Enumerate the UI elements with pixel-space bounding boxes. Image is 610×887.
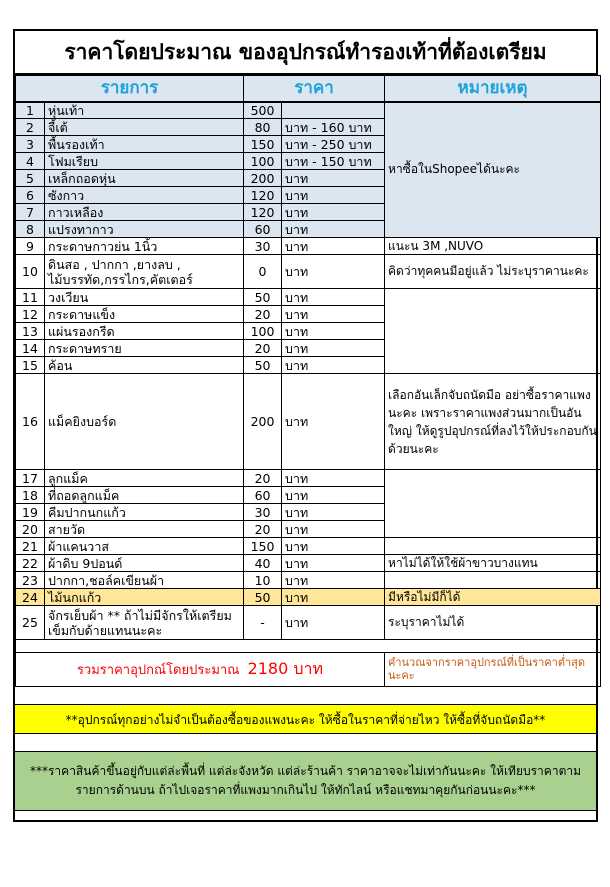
item-price: 20 — [244, 306, 282, 323]
item-note — [385, 572, 601, 589]
item-unit: บาท — [282, 521, 385, 538]
table-row — [16, 374, 601, 470]
item-note: ระบุราคาไม่ได้ — [385, 606, 601, 640]
item-price: 50 — [244, 589, 282, 606]
table-row — [16, 238, 601, 255]
item-price: 200 — [244, 170, 282, 187]
item-price: 120 — [244, 204, 282, 221]
item-name: กาวเหลือง — [45, 204, 244, 221]
item-name: ลูกแม็ค — [45, 470, 244, 487]
row-number: 22 — [16, 555, 45, 572]
item-price: 60 — [244, 221, 282, 238]
item-price: - — [244, 606, 282, 640]
item-name: ผ้าแคนวาส — [45, 538, 244, 555]
item-note: หาซื้อในShopeeได้นะคะ — [385, 102, 601, 238]
item-unit — [282, 102, 385, 119]
item-price: 50 — [244, 289, 282, 306]
spacer — [15, 687, 596, 704]
item-price: 150 — [244, 538, 282, 555]
yellow-banner: **อุปกรณ์ทุกอย่างไม่จำเป็นต้องซื้อของแพงนะคะ ให้ซื้อในราคาที่จ่ายไหว ให้ซื้อที่จับถนัดมือ** — [15, 704, 596, 734]
item-name: จักรเย็บผ้า ** ถ้าไม่มีจักรให้เตรียมเข็มกับด้ายแทนนะคะ — [45, 606, 244, 640]
item-unit: บาท — [282, 170, 385, 187]
item-name: แม็คยิงบอร์ด — [45, 374, 244, 470]
table-row — [16, 289, 601, 306]
item-note — [385, 289, 601, 374]
item-unit: บาท — [282, 340, 385, 357]
item-price: 100 — [244, 323, 282, 340]
item-note: เลือกอันเล็กจับถนัดมือ อย่าซื้อราคาแพงนะคะ เพราะราคาแพงส่วนมากเป็นอันใหญ่ ให้ดูรูปอุปกรณ์ที่ลงไว้ให้ประกอบกันด้วยนะคะ — [385, 374, 601, 470]
table-header-row — [16, 76, 601, 102]
item-name: สายวัด — [45, 521, 244, 538]
item-price: 200 — [244, 374, 282, 470]
row-number: 6 — [16, 187, 45, 204]
item-name: เหล็กถอดหุ่น — [45, 170, 244, 187]
summary-label-cell — [16, 652, 385, 686]
table-row — [16, 555, 601, 572]
item-name: แปรงทากาว — [45, 221, 244, 238]
item-price: 20 — [244, 340, 282, 357]
row-number: 18 — [16, 487, 45, 504]
row-number: 1 — [16, 102, 45, 119]
item-unit: บาท — [282, 255, 385, 289]
item-name: ไม้นกแก้ว — [45, 589, 244, 606]
item-price: 0 — [244, 255, 282, 289]
summary-row — [16, 652, 601, 686]
item-price: 150 — [244, 136, 282, 153]
row-number: 16 — [16, 374, 45, 470]
summary-label: รวมราคาอุปกณ์โดยประมาณ — [76, 662, 240, 678]
item-unit: บาท - 150 บาท — [282, 153, 385, 170]
item-price: 50 — [244, 357, 282, 374]
item-unit: บาท — [282, 221, 385, 238]
item-price: 500 — [244, 102, 282, 119]
item-unit: บาท - 160 บาท — [282, 119, 385, 136]
item-note: คิดว่าทุคคนมีอยู่แล้ว ไม่ระบุราคานะคะ — [385, 255, 601, 289]
bottom-pad — [15, 810, 596, 820]
item-price: 100 — [244, 153, 282, 170]
item-price: 20 — [244, 470, 282, 487]
table-row — [16, 589, 601, 606]
row-number: 21 — [16, 538, 45, 555]
row-number: 25 — [16, 606, 45, 640]
item-name: คีมปากนกแก้ว — [45, 504, 244, 521]
item-name: กระดาษกาวย่น 1นิ้ว — [45, 238, 244, 255]
item-name: แผ่นรองกรีด — [45, 323, 244, 340]
row-number: 15 — [16, 357, 45, 374]
summary-note: คำนวณจากราคาอุปกรณ์ที่เป็นราคาต่ำสุดนะคะ — [385, 652, 601, 686]
row-number: 24 — [16, 589, 45, 606]
summary-table — [15, 640, 601, 687]
item-note: หาไม่ได้ให้ใช้ผ้าขาวบางแทน — [385, 555, 601, 572]
item-name: ที่ถอดลูกแม็ค — [45, 487, 244, 504]
item-unit: บาท — [282, 204, 385, 221]
item-price: 80 — [244, 119, 282, 136]
item-name: ค้อน — [45, 357, 244, 374]
row-number: 20 — [16, 521, 45, 538]
spacer — [15, 734, 596, 751]
item-unit: บาท — [282, 357, 385, 374]
item-unit: บาท - 250 บาท — [282, 136, 385, 153]
item-unit: บาท — [282, 555, 385, 572]
item-unit: บาท — [282, 589, 385, 606]
row-number: 17 — [16, 470, 45, 487]
item-price: 10 — [244, 572, 282, 589]
item-price: 20 — [244, 521, 282, 538]
table-row — [16, 606, 601, 640]
item-note — [385, 538, 601, 555]
item-price: 30 — [244, 504, 282, 521]
row-number: 8 — [16, 221, 45, 238]
row-number: 4 — [16, 153, 45, 170]
item-note: แนะน 3M ,NUVO — [385, 238, 601, 255]
item-name: กระดาษทราย — [45, 340, 244, 357]
green-banner: ***ราคาสินค้าขึ้นอยู่กับแต่ล่ะพื้นที่ แต่ล่ะจังหวัด แต่ล่ะร้านค้า ราคาอาจจะไม่เท่ากันนะคะ ให้เทียบราคาตามรายการด้านบน ถ้าไปเจอราคาที่แพงมากเกินไป ให้ทักไลน์ หรือแชทมาคุยกันก่อนนะคะ*** — [15, 751, 596, 810]
row-number: 14 — [16, 340, 45, 357]
item-note — [385, 470, 601, 538]
row-number: 13 — [16, 323, 45, 340]
item-price: 40 — [244, 555, 282, 572]
price-sheet — [13, 29, 598, 822]
item-name: ผ้าดิบ 9ปอนด์ — [45, 555, 244, 572]
item-name: วงเวียน — [45, 289, 244, 306]
table-row — [16, 470, 601, 487]
row-number: 5 — [16, 170, 45, 187]
item-unit: บาท — [282, 487, 385, 504]
item-name: พื้นรองเท้า — [45, 136, 244, 153]
item-unit: บาท — [282, 323, 385, 340]
row-number: 10 — [16, 255, 45, 289]
item-unit: บาท — [282, 306, 385, 323]
row-number: 11 — [16, 289, 45, 306]
item-price: 60 — [244, 487, 282, 504]
header-price: ราคา — [244, 76, 385, 102]
item-name: หุ่นเท้า — [45, 102, 244, 119]
row-number: 23 — [16, 572, 45, 589]
item-unit: บาท — [282, 504, 385, 521]
item-name: ปากกา,ชอล์คเขียนผ้า — [45, 572, 244, 589]
row-number: 9 — [16, 238, 45, 255]
row-number: 19 — [16, 504, 45, 521]
item-name: ดินสอ , ปากกา ,ยางลบ , ไม้บรรทัด,กรรไกร,คัตเตอร์ — [45, 255, 244, 289]
item-note: มีหรือไม่มีก็ได้ — [385, 589, 601, 606]
item-unit: บาท — [282, 374, 385, 470]
item-unit: บาท — [282, 538, 385, 555]
summary-total: 2180 บาท — [247, 658, 324, 678]
row-number: 2 — [16, 119, 45, 136]
item-name: กระดาษแข็ง — [45, 306, 244, 323]
item-unit: บาท — [282, 606, 385, 640]
sheet-title: ราคาโดยประมาณ ของอุปกรณ์ทำรองเท้าที่ต้องเตรียม — [15, 31, 596, 75]
item-name: จี้เต้ — [45, 119, 244, 136]
table-row — [16, 255, 601, 289]
header-note: หมายเหตุ — [385, 76, 601, 102]
item-unit: บาท — [282, 238, 385, 255]
item-name: โฟมเรียบ — [45, 153, 244, 170]
row-number: 3 — [16, 136, 45, 153]
item-unit: บาท — [282, 187, 385, 204]
table-row — [16, 572, 601, 589]
item-unit: บาท — [282, 572, 385, 589]
row-number: 7 — [16, 204, 45, 221]
price-table — [15, 75, 601, 640]
item-unit: บาท — [282, 470, 385, 487]
table-row — [16, 102, 601, 119]
row-number: 12 — [16, 306, 45, 323]
item-unit: บาท — [282, 289, 385, 306]
header-items: รายการ — [16, 76, 244, 102]
item-name: ซังกาว — [45, 187, 244, 204]
item-price: 30 — [244, 238, 282, 255]
item-price: 120 — [244, 187, 282, 204]
table-row — [16, 538, 601, 555]
